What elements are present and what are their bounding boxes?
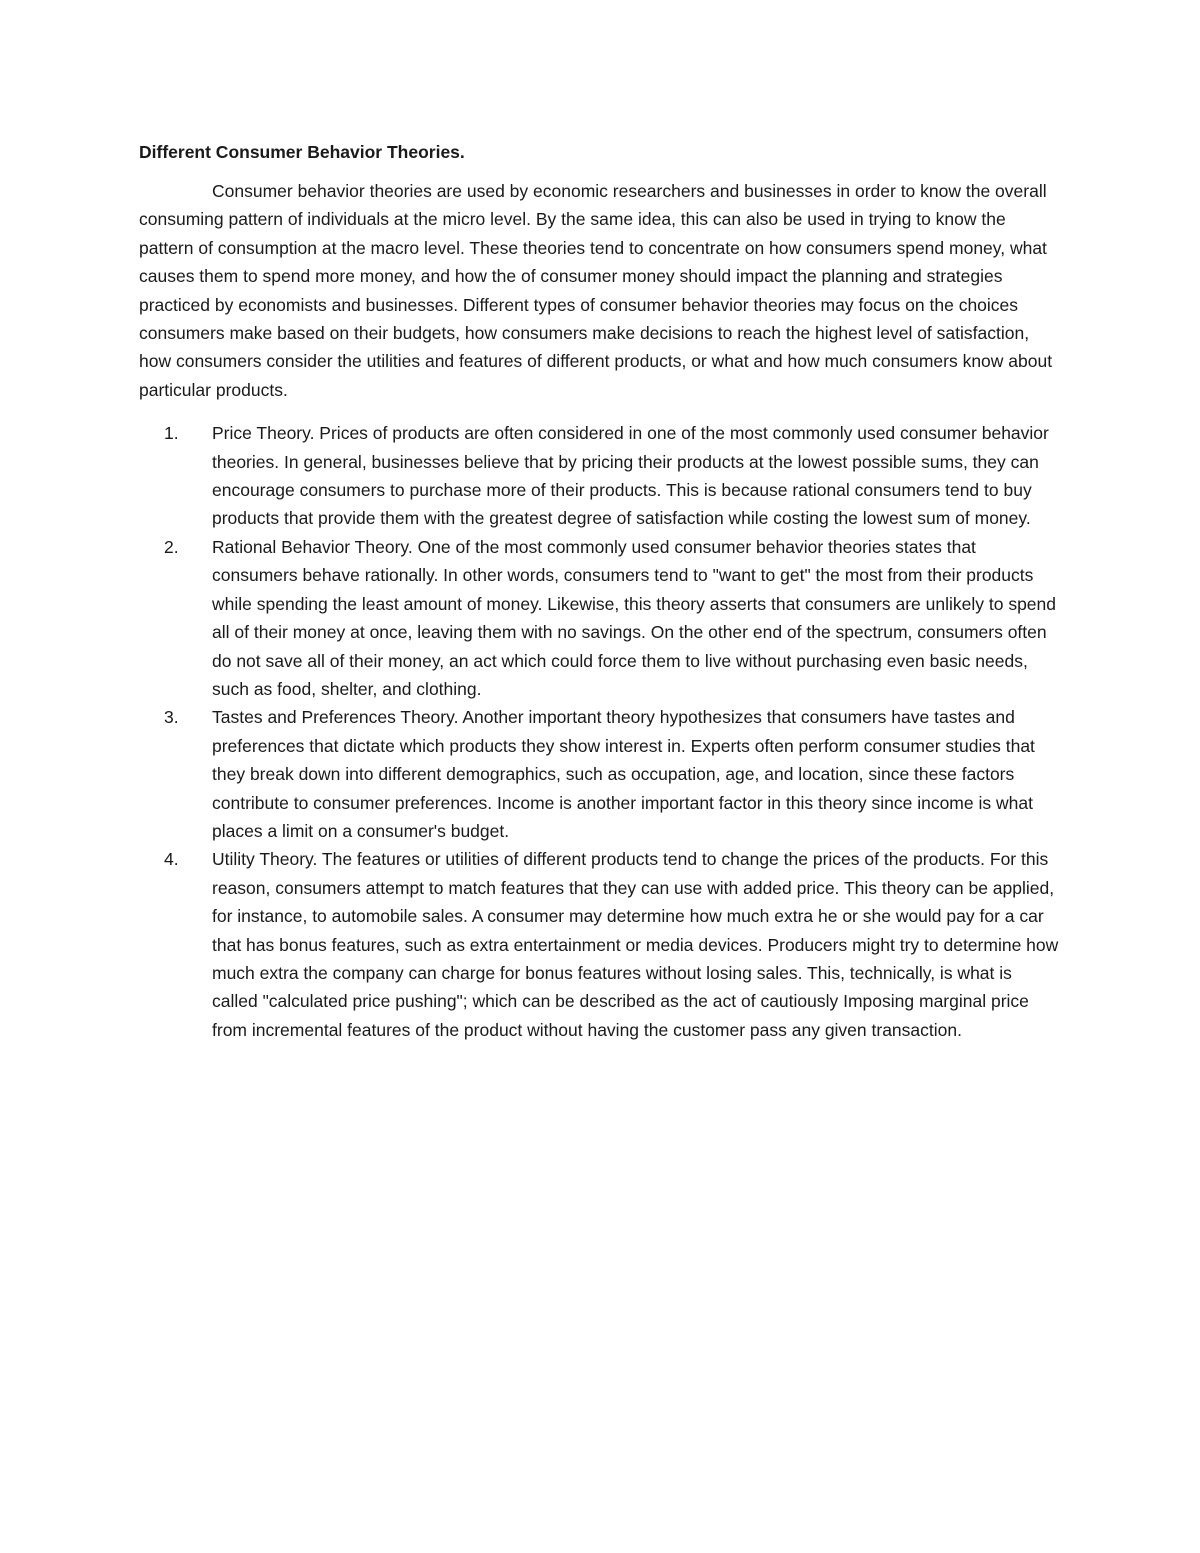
theory-list (139, 419, 1059, 1044)
theory-text: Utility Theory. The features or utilities of different products tend to change the prices of the products. For this reason, consumers attempt to match features that they can use with added price. This theory can be applied, for instance, to automobile sales. A consumer may determine how much extra he or she would pay for a car that has bonus features, such as extra entertainment or media devices. Producers might try to determine how much extra the company can charge for bonus features without losing sales. This, technically, is what is called "calculated price pushing"; which can be described as the act of cautiously Imposing marginal price from incremental features of the product without having the customer pass any given transaction. (212, 849, 1059, 1040)
theory-item-price (164, 419, 1059, 533)
theory-number: 3. (164, 707, 179, 728)
theory-number: 1. (164, 423, 179, 444)
theory-number: 4. (164, 849, 179, 870)
theory-number: 2. (164, 536, 179, 557)
document-title: Different Consumer Behavior Theories. (139, 142, 465, 162)
intro-paragraph: Consumer behavior theories are used by economic researchers and businesses in order to know the overall consuming pattern of individuals at the micro level. By the same idea, this can also be used in trying to know the pattern of consumption at the macro level. These theories tend to concentrate on how consumers spend money, what causes them to spend more money, and how the of consumer money should impact the planning and strategies practiced by economists and businesses. Different types of consumer behavior theories may focus on the choices consumers make based on their budgets, how consumers make decisions to reach the highest level of satisfaction, how consumers consider the utilities and features of different products, or what and how much consumers know about particular products. (139, 181, 1053, 400)
theory-item-tastes-preferences (164, 703, 1059, 845)
document-body (139, 138, 1059, 1044)
theory-text: Rational Behavior Theory. One of the most commonly used consumer behavior theories states that consumers behave rationally. In other words, consumers tend to "want to get" the most from their products while spending the least amount of money. Likewise, this theory asserts that consumers are unlikely to spend all of their money at once, leaving them with no savings. On the other end of the spectrum, consumers often do not save all of their money, an act which could force them to live without purchasing even basic needs, such as food, shelter, and clothing. (212, 536, 1057, 699)
theory-item-rational-behavior (164, 533, 1059, 703)
theory-text: Tastes and Preferences Theory. Another important theory hypothesizes that consumers have tastes and preferences that dictate which products they show interest in. Experts often perform consumer studies that they break down into different demographics, such as occupation, age, and location, since these factors contribute to consumer preferences. Income is another important factor in this theory since income is what places a limit on a consumer's budget. (212, 707, 1035, 841)
theory-item-utility (164, 845, 1059, 1044)
theory-text: Price Theory. Prices of products are often considered in one of the most commonly used consumer behavior theories. In general, businesses believe that by pricing their products at the lowest possible sums, they can encourage consumers to purchase more of their products. This is because rational consumers tend to buy products that provide them with the greatest degree of satisfaction while costing the lowest sum of money. (212, 423, 1049, 529)
